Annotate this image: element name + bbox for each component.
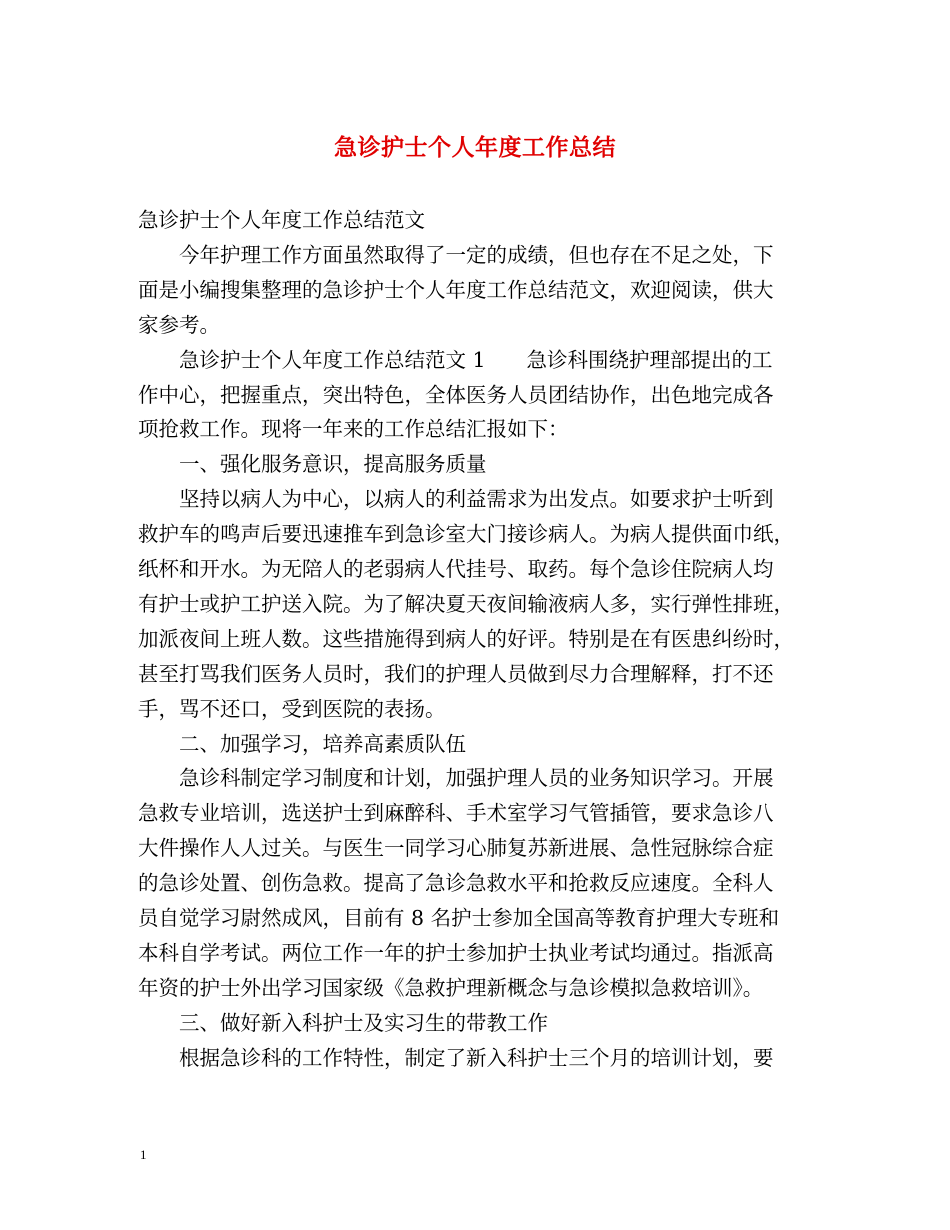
body-line: 加派夜间上班人数。这些措施得到病人的好评。特别是在有医患纠纷时， bbox=[138, 626, 794, 651]
body-line: 的急诊处置、创伤急救。提高了急诊急救水平和抢救反应速度。全科人 bbox=[138, 871, 774, 896]
body-line: 救护车的鸣声后要迅速推车到急诊室大门接诊病人。为病人提供面巾纸， bbox=[138, 522, 794, 547]
body-line: 急诊护士个人年度工作总结范文 1 急诊科围绕护理部提出的工 bbox=[138, 347, 773, 372]
body-line: 今年护理工作方面虽然取得了一定的成绩，但也存在不足之处，下 bbox=[138, 242, 774, 267]
body-line: 急诊科制定学习制度和计划，加强护理人员的业务知识学习。开展 bbox=[138, 766, 774, 791]
document-title: 急诊护士个人年度工作总结 bbox=[334, 135, 616, 161]
body-line: 有护士或护工护送入院。为了解决夏天夜间输液病人多，实行弹性排班， bbox=[138, 591, 794, 616]
body-line: 纸杯和开水。为无陪人的老弱病人代挂号、取药。每个急诊住院病人均 bbox=[138, 557, 774, 581]
body-line: 项抢救工作。现将一年来的工作总结汇报如下： bbox=[138, 417, 569, 442]
body-line: 作中心，把握重点，突出特色，全体医务人员团结协作，出色地完成各 bbox=[138, 382, 774, 407]
page-number: 1 bbox=[140, 1147, 147, 1162]
body-line: 本科自学考试。两位工作一年的护士参加护士执业考试均通过。指派高 bbox=[138, 940, 774, 965]
body-line: 大件操作人人过关。与医生一同学习心肺复苏新进展、急性冠脉综合症 bbox=[138, 836, 774, 861]
body-line: 年资的护士外出学习国家级《急救护理新概念与急诊模拟急救培训》。 bbox=[138, 975, 764, 1000]
body-line: 三、做好新入科护士及实习生的带教工作 bbox=[138, 1010, 548, 1035]
body-line: 一、强化服务意识，提高服务质量 bbox=[138, 452, 487, 477]
body-line: 手，骂不还口，受到医院的表扬。 bbox=[138, 696, 446, 721]
body-line: 坚持以病人为中心，以病人的利益需求为出发点。如要求护士听到 bbox=[138, 487, 774, 512]
body-line: 员自觉学习尉然成风，目前有 8 名护士参加全国高等教育护理大专班和 bbox=[138, 906, 780, 930]
body-line: 根据急诊科的工作特性，制定了新入科护士三个月的培训计划，要 bbox=[138, 1045, 774, 1070]
body-line: 急救专业培训，选送护士到麻醉科、手术室学习气管插管，要求急诊八 bbox=[138, 801, 774, 826]
body-line: 二、加强学习，培养高素质队伍 bbox=[138, 731, 466, 756]
body-line: 面是小编搜集整理的急诊护士个人年度工作总结范文，欢迎阅读，供大 bbox=[138, 277, 774, 302]
body-line: 家参考。 bbox=[138, 312, 220, 337]
body-line: 急诊护士个人年度工作总结范文 bbox=[138, 208, 425, 232]
body-line: 甚至打骂我们医务人员时，我们的护理人员做到尽力合理解释，打不还 bbox=[138, 661, 774, 686]
